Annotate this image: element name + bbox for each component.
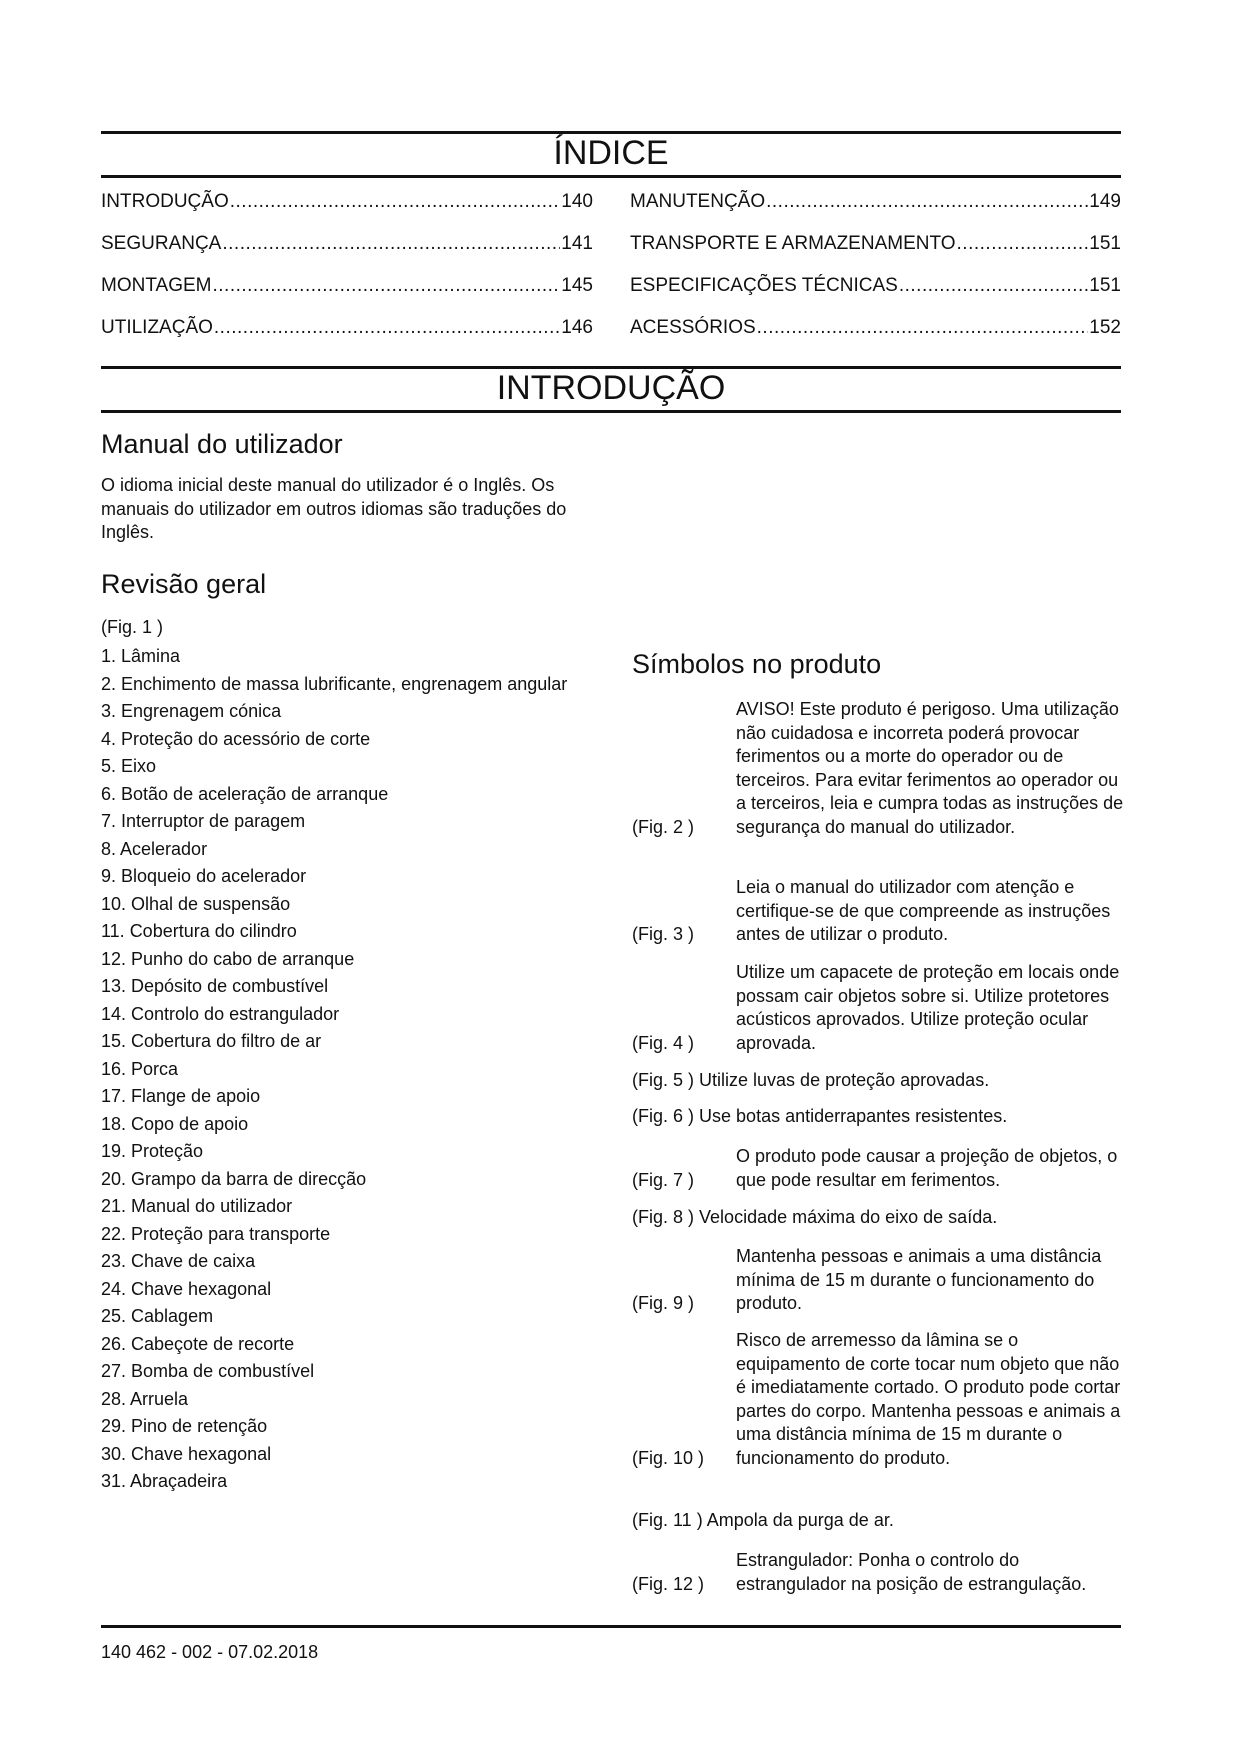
toc-leader — [214, 316, 560, 340]
list-item: 14. Controlo do estrangulador — [101, 1003, 340, 1024]
list-item: 13. Depósito de combustível — [101, 976, 329, 996]
symbols-heading: Símbolos no produto — [632, 649, 882, 679]
symbol-text: AVISO! Este produto é perigoso. Uma utilização não cuidadosa e incorreta poderá provocar ferimentos ou a morte do operador ou de terceiros. Para evitar ferimentos ao operador ou a terceiros, leia e cumpra todas as instruções de segurança do manual do utilizador. — [736, 699, 1124, 837]
toc-label: UTILIZAÇÃO — [101, 317, 213, 338]
list-item: 17. Flange de apoio — [101, 1086, 261, 1106]
toc-entry-manutencao[interactable] — [630, 190, 1121, 214]
toc-entry-utilizacao[interactable] — [101, 316, 593, 340]
list-item: 25. Cablagem — [101, 1306, 214, 1326]
toc-leader — [757, 316, 1089, 340]
symbol-fig-ref: (Fig. 3 ) — [632, 924, 695, 944]
toc-page: 151 — [1089, 275, 1121, 296]
toc-entry-transporte[interactable] — [630, 232, 1121, 256]
list-item: 9. Bloqueio do acelerador — [101, 866, 307, 886]
symbol-text: Velocidade máxima do eixo de saída. — [699, 1207, 998, 1227]
toc-page: 149 — [1089, 191, 1121, 212]
divider — [101, 410, 1121, 413]
list-item: 23. Chave de caixa — [101, 1251, 256, 1271]
symbol-entry — [632, 698, 1124, 839]
parts-list — [101, 645, 591, 1498]
list-item: 4. Proteção do acessório de corte — [101, 728, 371, 749]
symbol-fig-ref: (Fig. 10 ) — [632, 1447, 705, 1468]
manual-heading: Manual do utilizador — [101, 429, 343, 459]
toc-entry-introducao[interactable] — [101, 190, 593, 214]
symbol-text: Mantenha pessoas e animais a uma distância mínima de 15 m durante o funcionamento do produto. — [736, 1246, 1102, 1313]
toc-label: TRANSPORTE E ARMAZENAMENTO — [630, 233, 956, 254]
symbol-fig-ref: (Fig. 4 ) — [632, 1032, 695, 1053]
symbol-fig-ref: (Fig. 8 ) — [632, 1207, 695, 1227]
toc-entry-seguranca[interactable] — [101, 232, 593, 256]
toc-leader — [766, 190, 1088, 214]
symbol-entry — [632, 1549, 1124, 1596]
intro-title: INTRODUÇÃO — [496, 369, 726, 407]
list-item: 28. Arruela — [101, 1388, 189, 1409]
symbol-fig-ref: (Fig. 2 ) — [632, 816, 695, 837]
toc-label: MANUTENÇÃO — [630, 191, 766, 212]
symbol-fig-ref: (Fig. 11 ) — [632, 1510, 703, 1530]
symbol-fig-ref: (Fig. 6 ) — [632, 1106, 695, 1126]
toc-entry-especificacoes[interactable] — [630, 274, 1121, 298]
list-item: 11. Cobertura do cilindro — [101, 921, 297, 941]
toc-label: SEGURANÇA — [101, 233, 222, 254]
symbol-text: Leia o manual do utilizador com atenção e certifique-se de que compreende as instruções antes de utilizar o produto. — [736, 877, 1111, 944]
list-item: 15. Cobertura do filtro de ar — [101, 1031, 322, 1051]
toc-page: 141 — [561, 233, 593, 254]
list-item: 12. Punho do cabo de arranque — [101, 948, 355, 969]
footer-doc-id: 140 462 - 002 - 07.02.2018 — [101, 1642, 319, 1662]
symbol-entry — [632, 961, 1124, 1055]
toc-entry-acessorios[interactable] — [630, 316, 1121, 340]
symbol-text: Utilize um capacete de proteção em locais onde possam cair objetos sobre si. Utilize protetores acústicos aprovados. Utilize proteção ocular aprovada. — [736, 962, 1120, 1053]
divider — [101, 1625, 1121, 1628]
list-item: 26. Cabeçote de recorte — [101, 1333, 295, 1354]
toc-label: MONTAGEM — [101, 275, 212, 296]
divider — [101, 175, 1121, 178]
toc-page: 146 — [561, 317, 593, 338]
symbol-entry — [632, 876, 1124, 947]
manual-text: O idioma inicial deste manual do utilizador é o Inglês. Os manuais do utilizador em outros idiomas são traduções do Inglês. — [101, 475, 567, 542]
list-item: 31. Abraçadeira — [101, 1471, 228, 1491]
symbol-fig-ref: (Fig. 9 ) — [632, 1293, 695, 1313]
list-item: 22. Proteção para transporte — [101, 1223, 331, 1244]
list-item: 10. Olhal de suspensão — [101, 893, 291, 914]
symbol-text: O produto pode causar a projeção de objetos, o que pode resultar em ferimentos. — [736, 1146, 1118, 1190]
toc-label: INTRODUÇÃO — [101, 191, 229, 212]
toc-page: 140 — [561, 191, 593, 212]
list-item: 30. Chave hexagonal — [101, 1443, 272, 1464]
overview-fig-ref: (Fig. 1 ) — [101, 617, 164, 637]
list-item: 5. Eixo — [101, 756, 157, 776]
symbol-fig-ref: (Fig. 5 ) — [632, 1070, 695, 1090]
list-item: 24. Chave hexagonal — [101, 1278, 272, 1299]
list-item: 8. Acelerador — [101, 838, 208, 859]
symbol-text: Ampola da purga de ar. — [706, 1510, 894, 1530]
toc-leader — [230, 190, 561, 214]
symbol-text: Utilize luvas de proteção aprovadas. — [699, 1070, 990, 1090]
symbol-fig-ref: (Fig. 7 ) — [632, 1169, 695, 1190]
toc-label: ESPECIFICAÇÕES TÉCNICAS — [630, 275, 898, 296]
list-item: 7. Interruptor de paragem — [101, 811, 306, 831]
list-item: 29. Pino de retenção — [101, 1416, 268, 1436]
symbol-entry — [632, 1069, 1124, 1093]
symbol-entry — [632, 1245, 1124, 1316]
list-item: 18. Copo de apoio — [101, 1113, 249, 1134]
toc-leader — [899, 274, 1088, 298]
symbol-fig-ref: (Fig. 12 ) — [632, 1573, 705, 1594]
symbol-entry — [632, 1206, 1124, 1230]
symbol-entry — [632, 1105, 1124, 1129]
list-item: 1. Lâmina — [101, 646, 181, 666]
toc-leader — [212, 274, 560, 298]
toc-label: ACESSÓRIOS — [630, 317, 756, 338]
toc-page: 145 — [561, 275, 593, 296]
list-item: 21. Manual do utilizador — [101, 1196, 293, 1216]
list-item: 2. Enchimento de massa lubrificante, engrenagem angular — [101, 673, 568, 694]
list-item: 27. Bomba de combustível — [101, 1361, 315, 1381]
symbol-entry — [632, 1509, 1124, 1533]
symbol-text: Estrangulador: Ponha o controlo do estrangulador na posição de estrangulação. — [736, 1550, 1087, 1594]
toc-leader — [222, 232, 560, 256]
toc-leader — [957, 232, 1089, 256]
index-title: ÍNDICE — [553, 134, 669, 172]
symbol-text: Risco de arremesso da lâmina se o equipamento de corte tocar num objeto que não é imediatamente cortado. O produto pode cortar partes do corpo. Mantenha pessoas e animais a uma distância mínima de 15 m durante o funcionamento do produto. — [736, 1330, 1121, 1468]
symbol-entry — [632, 1145, 1124, 1192]
list-item: 3. Engrenagem cónica — [101, 701, 282, 721]
overview-heading: Revisão geral — [101, 569, 267, 599]
list-item: 19. Proteção — [101, 1141, 204, 1161]
toc-entry-montagem[interactable] — [101, 274, 593, 298]
list-item: 6. Botão de aceleração de arranque — [101, 783, 389, 804]
toc-page: 152 — [1089, 317, 1121, 338]
list-item: 16. Porca — [101, 1058, 179, 1079]
symbol-text: Use botas antiderrapantes resistentes. — [699, 1106, 1008, 1126]
toc-page: 151 — [1089, 233, 1121, 254]
list-item: 20. Grampo da barra de direcção — [101, 1168, 367, 1189]
symbol-entry — [632, 1329, 1124, 1470]
